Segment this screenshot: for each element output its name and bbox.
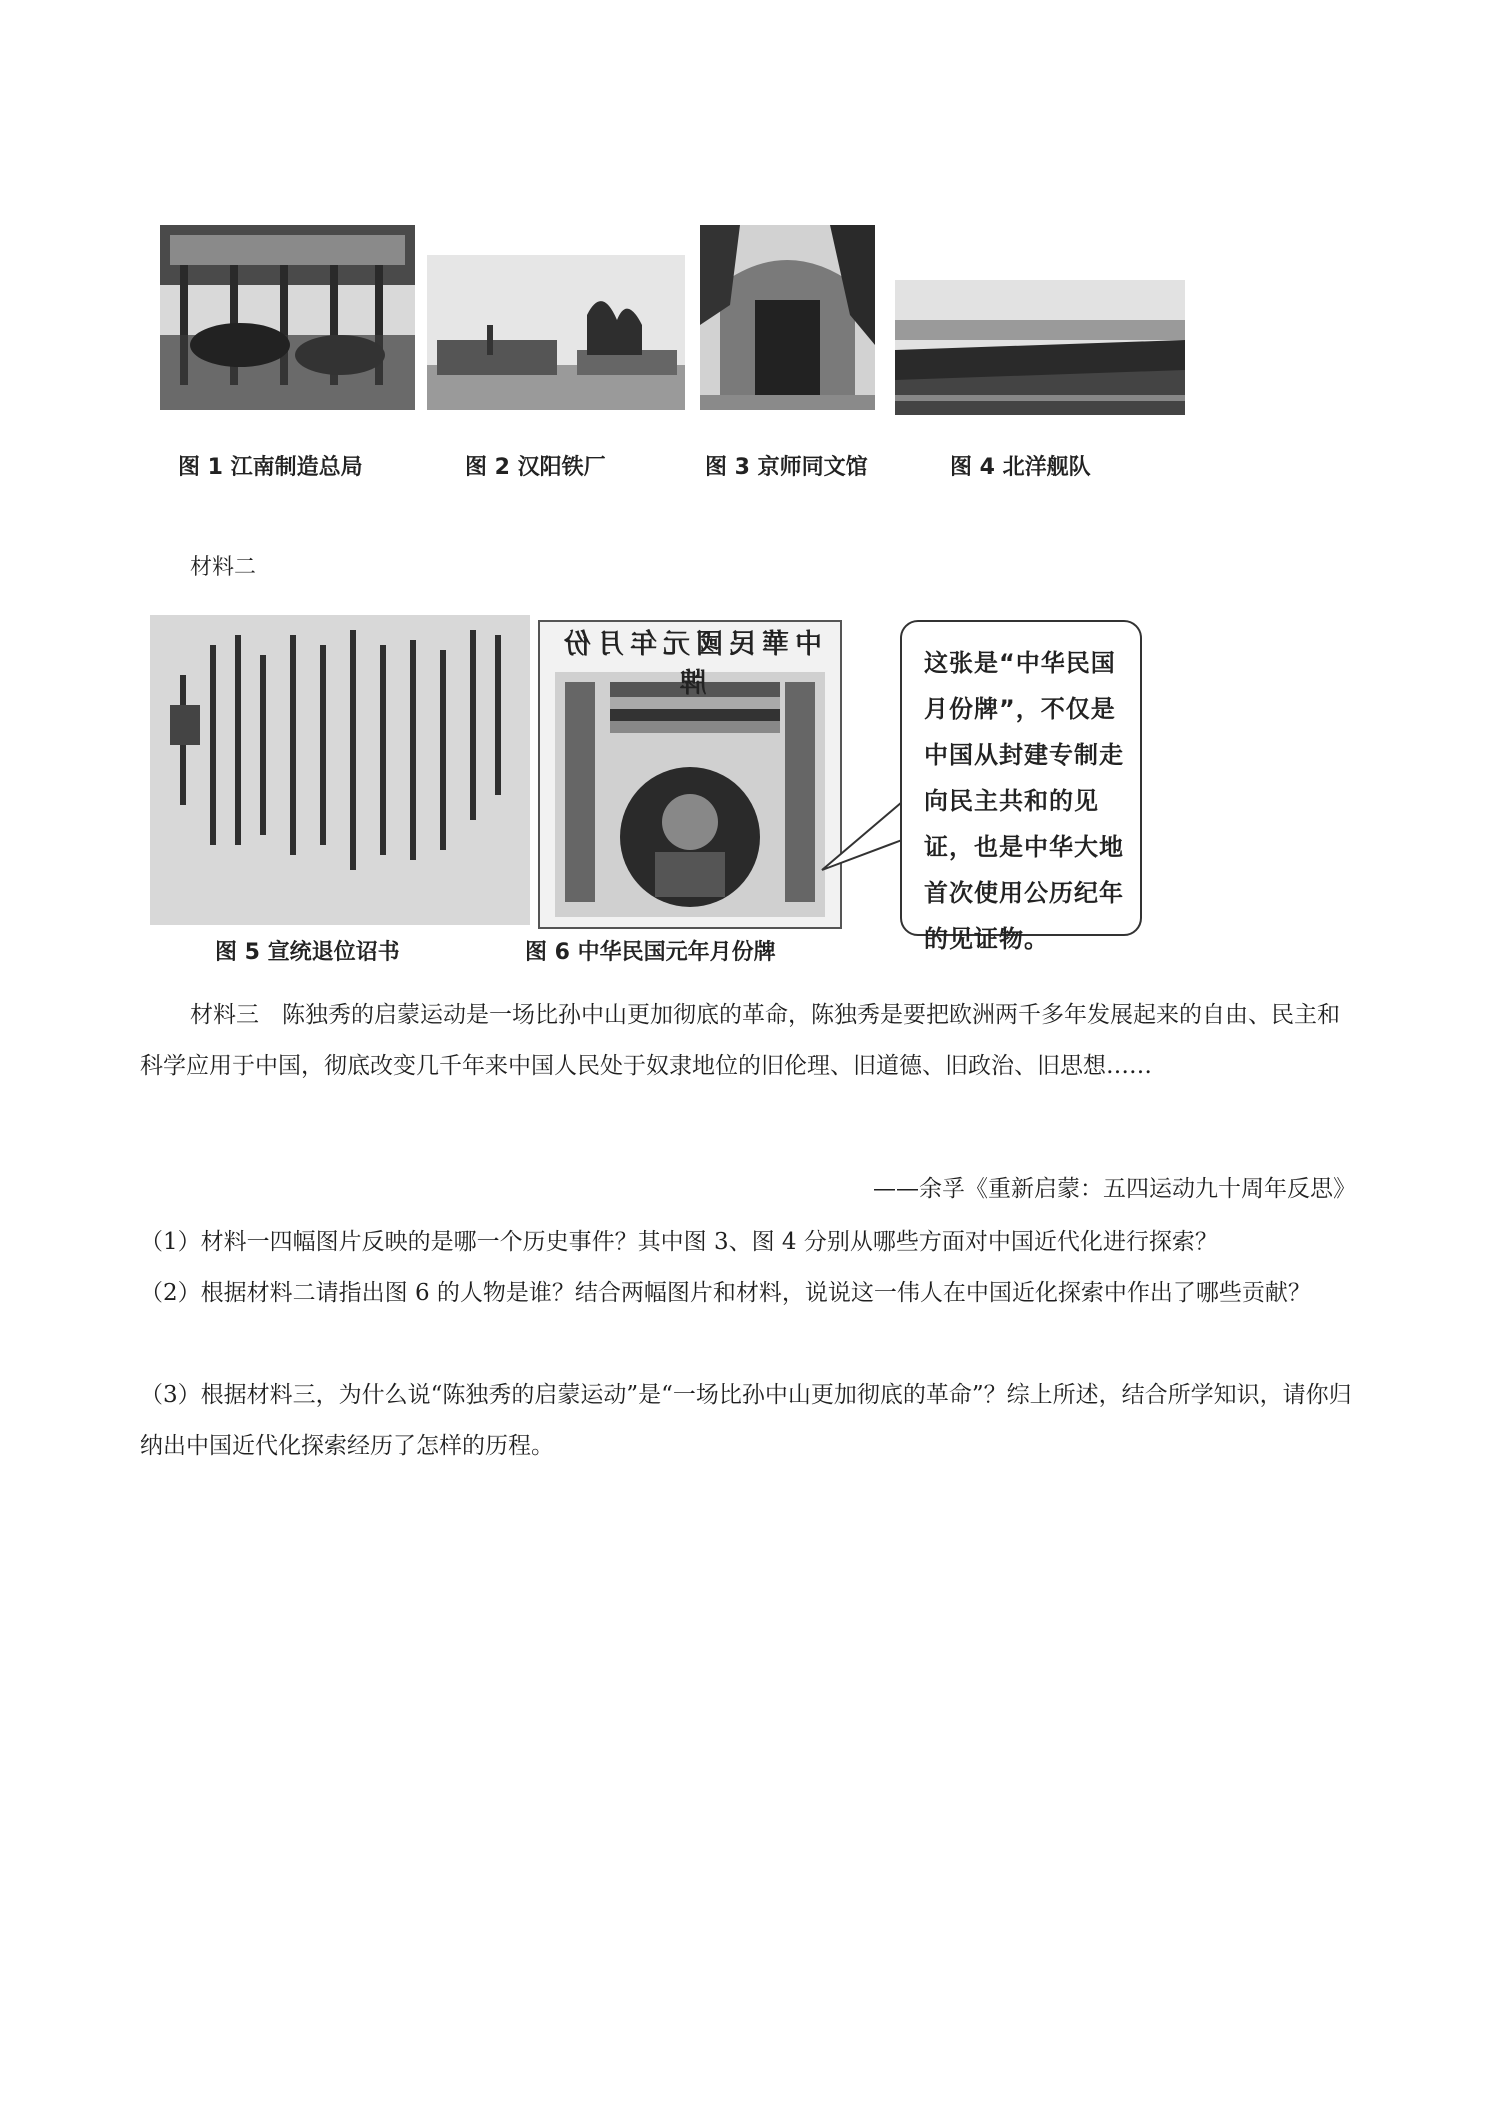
calendar-header: 中華民國元年月份牌: [558, 629, 822, 699]
figure-1-photo: [160, 225, 415, 410]
question-1: （1）材料一四幅图片反映的是哪一个历史事件？其中图 3、图 4 分别从哪些方面对中国近代化进行探索？: [140, 1229, 1218, 1255]
figure-3-photo: [700, 225, 875, 410]
material-three-source: ——余孚《重新启蒙：五四运动九十周年反思》: [873, 1176, 1356, 1202]
speech-bubble-text: 这张是“中华民国月份牌”，不仅是中国从封建专制走向民主共和的见证，也是中华大地首次使用公历纪年的见证物。: [924, 649, 1124, 953]
figure-4-photo: [895, 280, 1185, 415]
figure-1-caption: 图 1 江南制造总局: [178, 455, 363, 480]
figure-2-photo: [427, 255, 685, 410]
figure-5-caption: 图 5 宣统退位诏书: [215, 940, 400, 965]
figure-5-photo: [150, 615, 530, 925]
figure-2-caption: 图 2 汉阳铁厂: [465, 455, 606, 480]
material-three-text: 材料三 陈独秀的启蒙运动是一场比孙中山更加彻底的革命，陈独秀是要把欧洲两千多年发展起来的自由、民主和科学应用于中国，彻底改变几千年来中国人民处于奴隶地位的旧伦理、旧道德、旧政治、旧思想……: [140, 1002, 1340, 1079]
material-two-label: 材料二: [190, 555, 257, 580]
figure-6-caption: 图 6 中华民国元年月份牌: [525, 940, 776, 965]
figure-4-caption: 图 4 北洋舰队: [950, 455, 1091, 480]
question-2: （2）根据材料二请指出图 6 的人物是谁？结合两幅图片和材料，说说这一伟人在中国近化探索中作出了哪些贡献？: [140, 1280, 1311, 1306]
bubble-pointer: [820, 800, 904, 890]
question-3: （3）根据材料三，为什么说“陈独秀的启蒙运动”是“一场比孙中山更加彻底的革命”？综上所述，结合所学知识，请你归纳出中国近代化探索经历了怎样的历程。: [140, 1382, 1352, 1459]
figure-3-caption: 图 3 京师同文馆: [705, 455, 868, 480]
